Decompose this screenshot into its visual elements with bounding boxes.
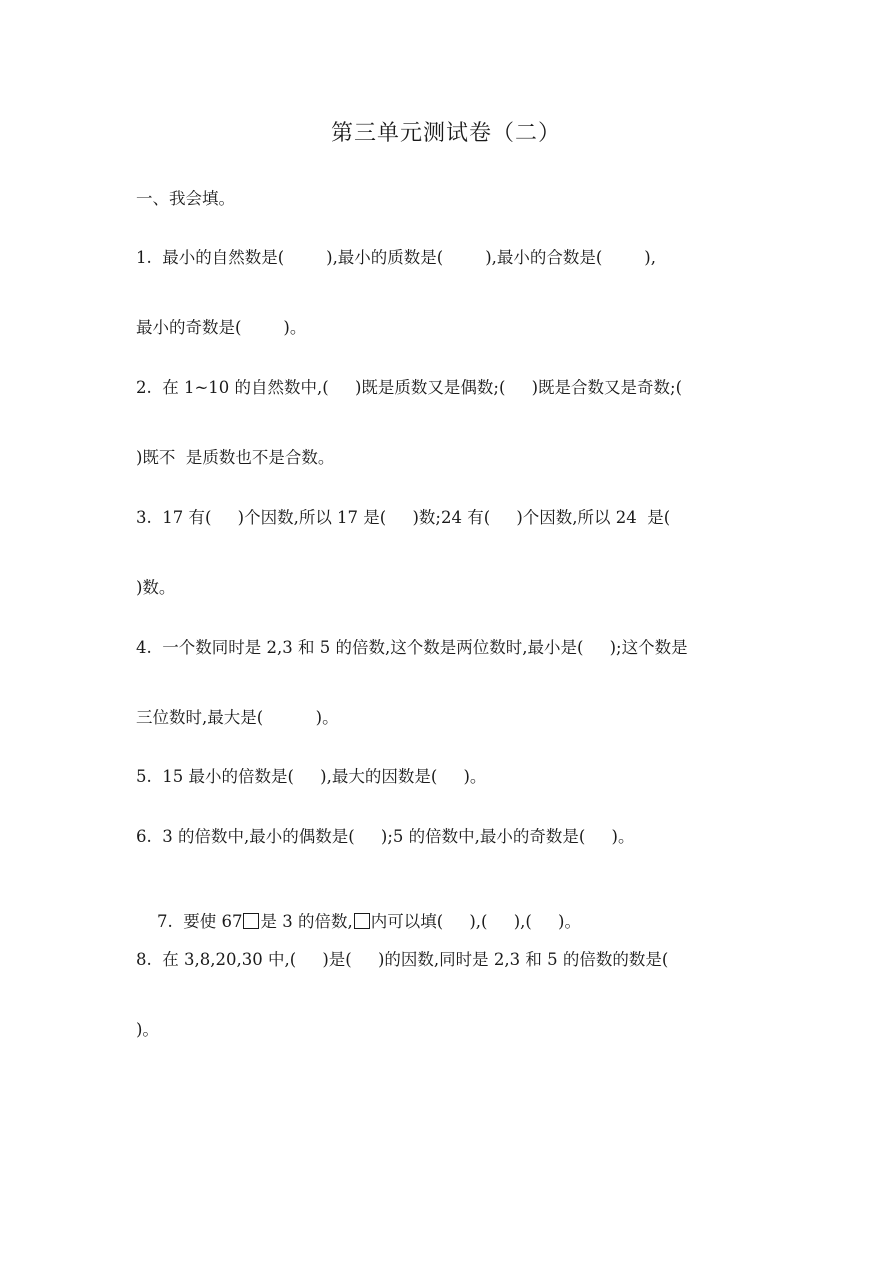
question-1-line-1: 1. 最小的自然数是( ),最小的质数是( ),最小的合数是( ), [136,248,656,267]
question-1-line-2: 最小的奇数是( )。 [136,318,307,337]
question-2-line-2: )既不 是质数也不是合数。 [136,448,335,467]
question-7-text-b: 是 3 的倍数, [260,912,353,931]
question-4-line-2: 三位数时,最大是( )。 [136,708,339,727]
question-3-line-2: )数。 [136,578,176,597]
page-title: 第三单元测试卷（二） [330,121,561,146]
question-5-line-1: 5. 15 最小的倍数是( ),最大的因数是( )。 [136,767,487,786]
question-8-line-2: )。 [136,1020,159,1039]
question-2-line-1: 2. 在 1~10 的自然数中,( )既是质数又是偶数;( )既是合数又是奇数;( [136,378,683,397]
digit-box-icon [243,913,259,929]
question-7-text-c: 内可以填( ),( ),( )。 [370,912,581,931]
section-heading: 一、我会填。 [136,189,235,208]
question-3-line-1: 3. 17 有( )个因数,所以 17 是( )数;24 有( )个因数,所以 24 是( [136,508,671,527]
question-4-line-1: 4. 一个数同时是 2,3 和 5 的倍数,这个数是两位数时,最小是( );这个数是 [136,638,688,657]
digit-box-icon [354,913,370,929]
question-8-line-1: 8. 在 3,8,20,30 中,( )是( )的因数,同时是 2,3 和 5 的倍数的数是( [136,950,669,969]
question-6-line-1: 6. 3 的倍数中,最小的偶数是( );5 的倍数中,最小的奇数是( )。 [136,827,635,846]
question-7-text-a: 7. 要使 67 [156,912,243,931]
